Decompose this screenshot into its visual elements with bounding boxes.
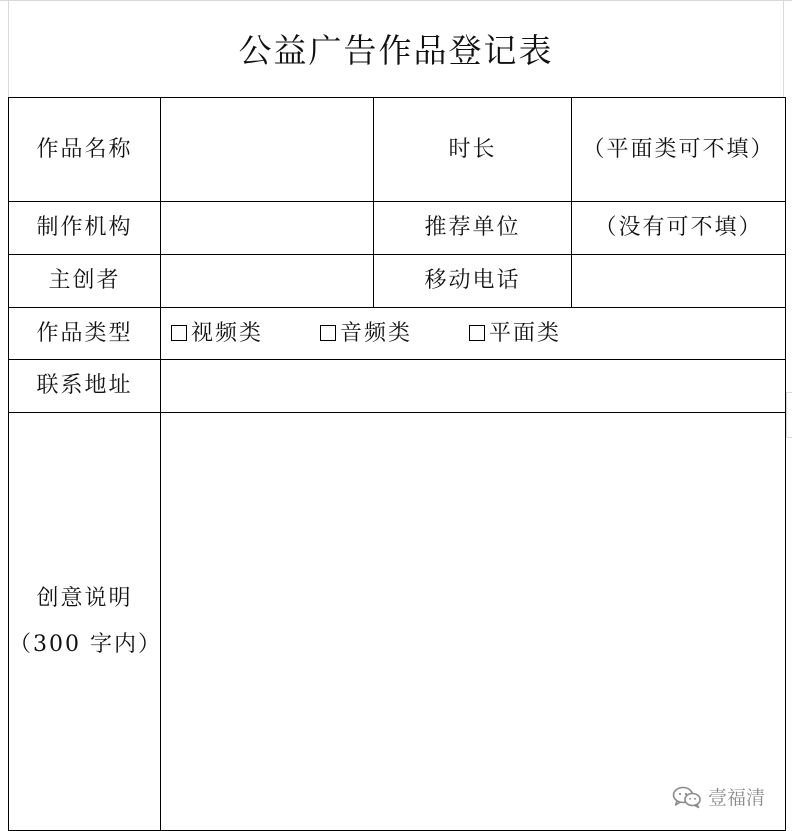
checkbox-audio[interactable] <box>320 325 336 341</box>
page-edge-marker <box>786 392 792 438</box>
creator-field[interactable] <box>161 255 374 308</box>
wechat-icon <box>672 785 702 809</box>
row-creator <box>9 255 786 308</box>
producer-field[interactable] <box>161 202 374 255</box>
checkbox-print[interactable] <box>469 325 485 341</box>
watermark <box>672 783 765 810</box>
address-field[interactable] <box>161 360 786 413</box>
creator-label: 主创者 <box>9 255 161 308</box>
recommender-label: 推荐单位 <box>374 202 572 255</box>
work-type-label: 作品类型 <box>9 308 161 360</box>
watermark-text: 壹福清 <box>708 787 766 809</box>
duration-note: （平面类可不填） <box>582 136 775 162</box>
checkbox-video[interactable] <box>171 325 187 341</box>
registration-table <box>8 97 786 831</box>
duration-field[interactable] <box>572 98 786 202</box>
option-audio-label: 音频类 <box>340 320 413 346</box>
creative-label-line2: （300 字内） <box>9 631 162 657</box>
address-label: 联系地址 <box>9 360 161 413</box>
work-name-label: 作品名称 <box>9 98 161 202</box>
work-type-options <box>161 308 786 360</box>
mobile-field[interactable] <box>572 255 786 308</box>
duration-label: 时长 <box>374 98 572 202</box>
option-video-label: 视频类 <box>191 320 264 346</box>
creative-label-line1: 创意说明 <box>36 586 133 612</box>
option-video[interactable] <box>171 316 263 351</box>
producer-label: 制作机构 <box>9 202 161 255</box>
option-print-label: 平面类 <box>489 320 562 346</box>
title-area <box>8 0 784 97</box>
creative-label <box>9 413 161 831</box>
row-work-name <box>9 98 786 202</box>
creative-field[interactable] <box>161 413 786 831</box>
row-creative <box>9 413 786 831</box>
mobile-label: 移动电话 <box>374 255 572 308</box>
work-name-field[interactable] <box>161 98 374 202</box>
row-address <box>9 360 786 413</box>
option-audio[interactable] <box>320 316 412 351</box>
option-print[interactable] <box>469 316 561 351</box>
recommender-field[interactable] <box>572 202 786 255</box>
recommender-note: （没有可不填） <box>594 215 763 241</box>
row-producer <box>9 202 786 255</box>
row-work-type <box>9 308 786 360</box>
form-title: 公益广告作品登记表 <box>238 31 554 70</box>
